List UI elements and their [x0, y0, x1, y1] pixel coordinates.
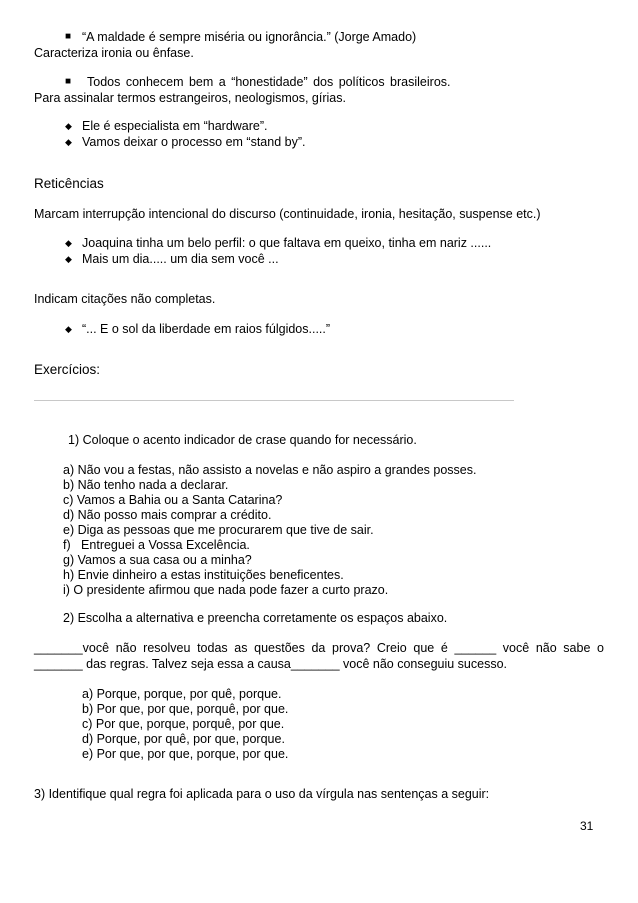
list-item: “... E o sol da liberdade em raios fúlgidos.....”: [82, 322, 331, 336]
divider: [34, 400, 514, 401]
paragraph: Para assinalar termos estrangeiros, neologismos, gírias.: [34, 91, 346, 105]
question-title: 2) Escolha a alternativa e preencha corretamente os espaços abaixo.: [63, 611, 448, 625]
paragraph: Indicam citações não completas.: [34, 292, 216, 306]
paragraph-line: _______ das regras. Talvez seja essa a causa_______ você não conseguiu sucesso.: [34, 657, 508, 671]
list-item: f) Entreguei a Vossa Excelência.: [63, 538, 250, 552]
list-item: Todos conhecem bem a “honestidade” dos políticos brasileiros.: [87, 75, 451, 89]
list-item: Joaquina tinha um belo perfil: o que faltava em queixo, tinha em nariz ......: [82, 236, 492, 250]
bullet-diamond-icon: ◆: [65, 137, 72, 147]
list-item: “A maldade é sempre miséria ou ignorância.” (Jorge Amado): [82, 30, 417, 44]
option-item: e) Por que, por que, porque, por que.: [82, 747, 289, 761]
list-item: b) Não tenho nada a declarar.: [63, 478, 229, 492]
bullet-square-icon: ■: [65, 31, 72, 42]
option-item: d) Porque, por quê, por que, porque.: [82, 732, 285, 746]
list-item: Mais um dia..... um dia sem você ...: [82, 252, 279, 266]
bullet-diamond-icon: ◆: [65, 324, 72, 334]
option-item: c) Por que, porque, porquê, por que.: [82, 717, 285, 731]
list-item: h) Envie dinheiro a estas instituições beneficentes.: [63, 568, 344, 582]
question-title: 3) Identifique qual regra foi aplicada para o uso da vírgula nas sentenças a seguir:: [34, 787, 490, 801]
paragraph: Caracteriza ironia ou ênfase.: [34, 46, 194, 60]
paragraph: Marcam interrupção intencional do discurso (continuidade, ironia, hesitação, suspense etc.): [34, 207, 541, 221]
list-item: c) Vamos a Bahia ou a Santa Catarina?: [63, 493, 283, 507]
list-item: i) O presidente afirmou que nada pode fazer a curto prazo.: [63, 583, 389, 597]
bullet-diamond-icon: ◆: [65, 121, 72, 131]
list-item: Vamos deixar o processo em “stand by”.: [82, 135, 306, 149]
paragraph-line: _______você não resolveu todas as questões da prova? Creio que é ______ você não sabe o: [34, 641, 604, 655]
list-item: g) Vamos a sua casa ou a minha?: [63, 553, 252, 567]
bullet-diamond-icon: ◆: [65, 238, 72, 248]
list-item: a) Não vou a festas, não assisto a novelas e não aspiro a grandes posses.: [63, 463, 477, 477]
section-heading: Reticências: [34, 176, 104, 191]
bullet-diamond-icon: ◆: [65, 254, 72, 264]
section-heading: Exercícios:: [34, 362, 101, 377]
bullet-square-icon: ■: [65, 76, 72, 87]
option-item: a) Porque, porque, por quê, porque.: [82, 687, 282, 701]
list-item: d) Não posso mais comprar a crédito.: [63, 508, 272, 522]
list-item: e) Diga as pessoas que me procurarem que tive de sair.: [63, 523, 374, 537]
option-item: b) Por que, por que, porquê, por que.: [82, 702, 289, 716]
question-title: 1) Coloque o acento indicador de crase quando for necessário.: [68, 433, 417, 447]
page-number: 31: [580, 819, 594, 833]
list-item: Ele é especialista em “hardware”.: [82, 119, 268, 133]
